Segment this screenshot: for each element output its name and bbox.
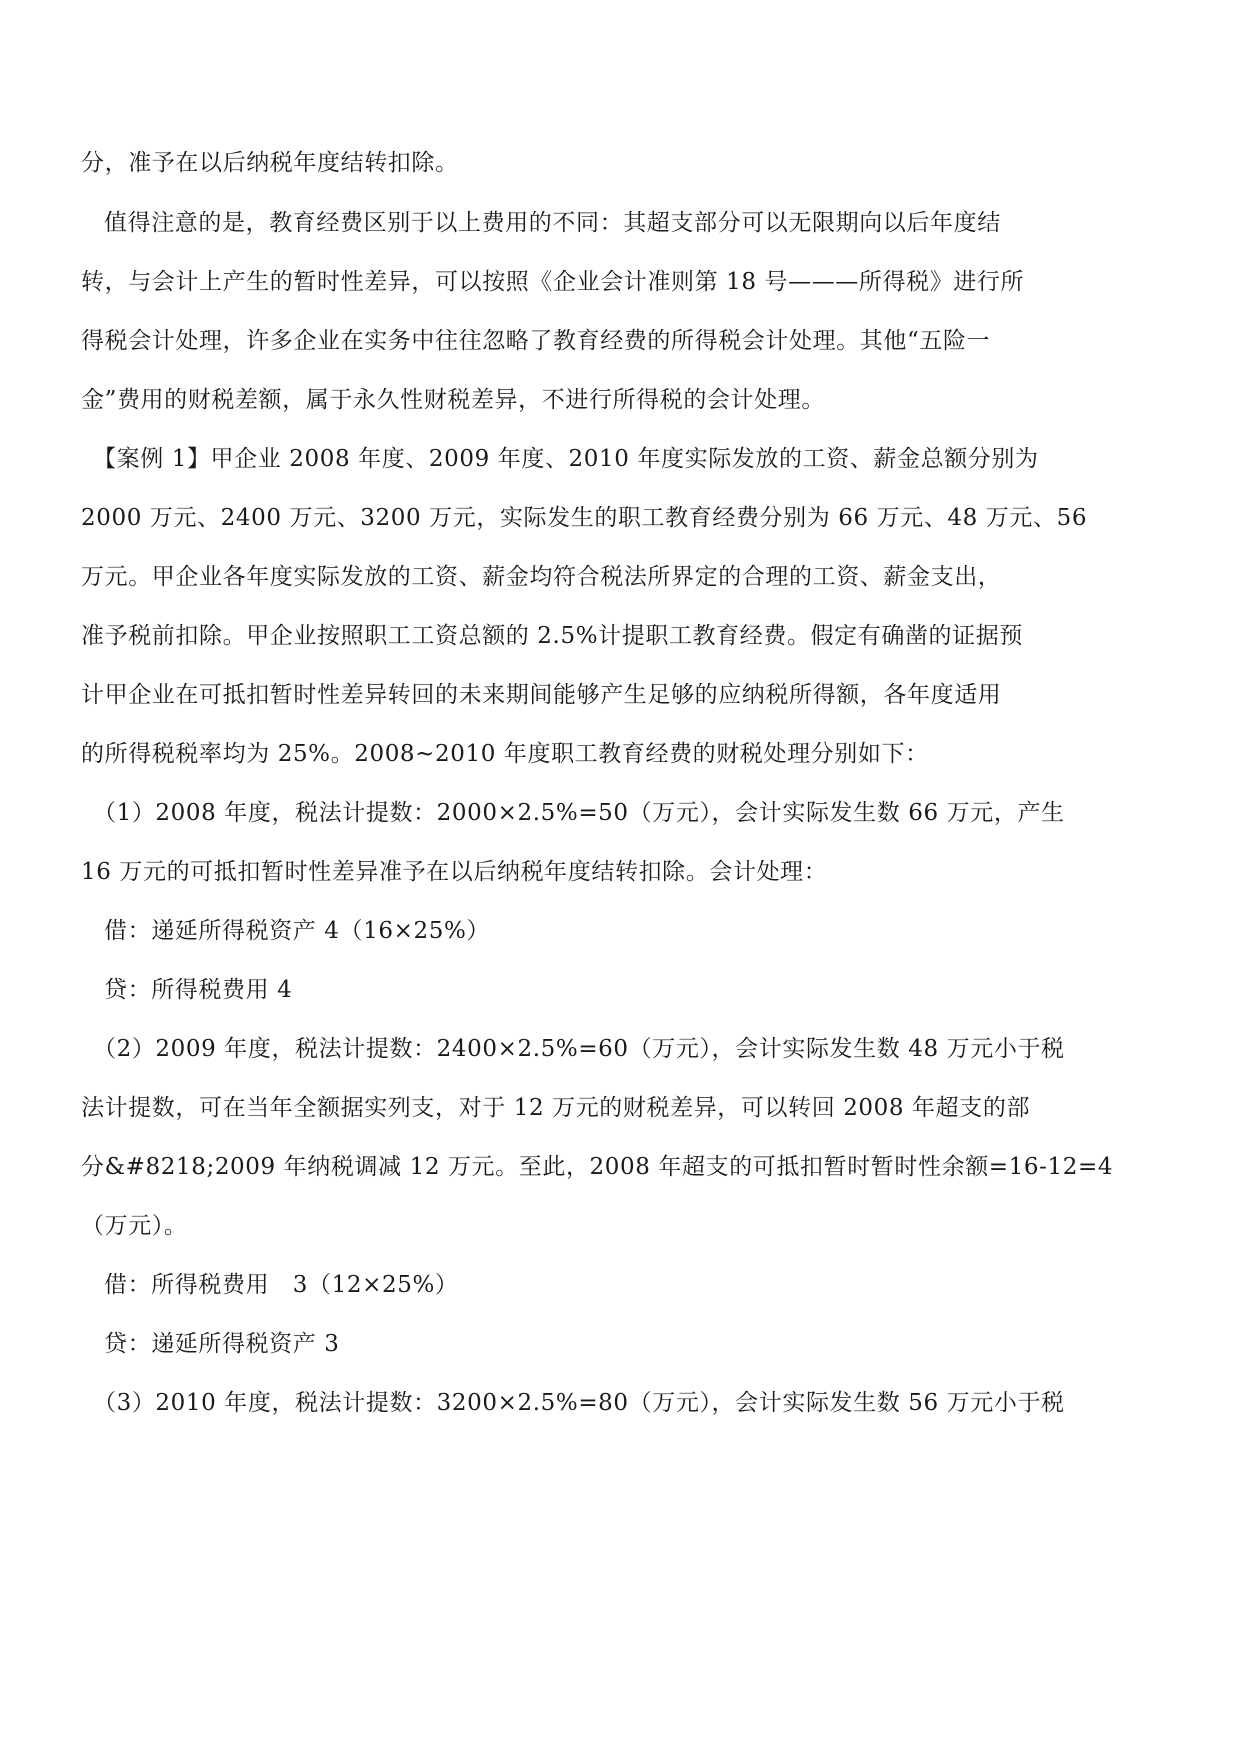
text-line: 分，准予在以后纳税年度结转扣除。 bbox=[81, 150, 459, 176]
text-line: 贷：所得税费用 4 bbox=[104, 977, 293, 1003]
text-line: 得税会计处理，许多企业在实务中往往忽略了教育经费的所得税会计处理。其他“五险一 bbox=[81, 328, 991, 354]
text-line: 16 万元的可抵扣暂时性差异准予在以后纳税年度结转扣除。会计处理： bbox=[81, 859, 828, 885]
text-line: 2000 万元、2400 万元、3200 万元，实际发生的职工教育经费分别为 66 万元、48 万元、56 bbox=[81, 505, 1088, 531]
text-line: 借：所得税费用 3（12×25%） bbox=[104, 1272, 459, 1298]
text-line: 转，与会计上产生的暂时性差异，可以按照《企业会计准则第 18 号———所得税》进行所 bbox=[81, 269, 1025, 295]
text-line: （1）2008 年度，税法计提数：2000×2.5%=50（万元），会计实际发生数 66 万元，产生 bbox=[93, 800, 1065, 826]
text-line: 的所得税税率均为 25%。2008~2010 年度职工教育经费的财税处理分别如下： bbox=[81, 741, 929, 767]
text-line: 计甲企业在可抵扣暂时性差异转回的未来期间能够产生足够的应纳税所得额，各年度适用 bbox=[81, 682, 1002, 708]
text-line: （2）2009 年度，税法计提数：2400×2.5%=60（万元），会计实际发生数 48 万元小于税 bbox=[93, 1036, 1065, 1062]
text-line: 贷：递延所得税资产 3 bbox=[104, 1331, 340, 1357]
text-line: 金”费用的财税差额，属于永久性财税差异，不进行所得税的会计处理。 bbox=[81, 387, 825, 413]
text-line: 【案例 1】甲企业 2008 年度、2009 年度、2010 年度实际发放的工资、薪金总额分别为 bbox=[93, 446, 1039, 472]
text-line: （3）2010 年度，税法计提数：3200×2.5%=80（万元），会计实际发生数 56 万元小于税 bbox=[93, 1390, 1065, 1416]
text-line: 法计提数，可在当年全额据实列支，对于 12 万元的财税差异，可以转回 2008 年超支的部 bbox=[81, 1095, 1031, 1121]
text-line: 分&#8218;2009 年纳税调减 12 万元。至此，2008 年超支的可抵扣暂时暂时性余额=16-12=4 bbox=[81, 1154, 1114, 1180]
text-line: （万元）。 bbox=[81, 1213, 188, 1239]
text-line: 准予税前扣除。甲企业按照职工工资总额的 2.5%计提职工教育经费。假定有确凿的证据预 bbox=[81, 623, 1023, 649]
text-line: 万元。甲企业各年度实际发放的工资、薪金均符合税法所界定的合理的工资、薪金支出， bbox=[81, 564, 1002, 590]
text-line: 值得注意的是，教育经费区别于以上费用的不同：其超支部分可以无限期向以后年度结 bbox=[104, 210, 1001, 236]
text-line: 借：递延所得税资产 4（16×25%） bbox=[104, 918, 491, 944]
